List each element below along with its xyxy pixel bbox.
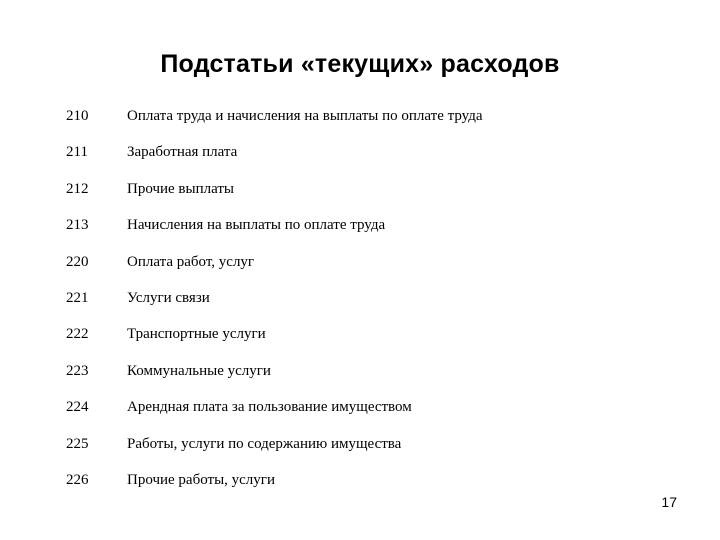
table-row bbox=[66, 108, 666, 144]
table-row bbox=[66, 326, 666, 362]
row-code: 213 bbox=[66, 217, 89, 234]
row-label: Оплата работ, услуг bbox=[127, 253, 255, 270]
row-code: 212 bbox=[66, 180, 89, 197]
table-row bbox=[66, 472, 666, 508]
table-row bbox=[66, 217, 666, 253]
row-label: Арендная плата за пользование имуществом bbox=[127, 399, 412, 416]
row-label: Оплата труда и начисления на выплаты по оплате труда bbox=[127, 108, 483, 124]
page-number: 17 bbox=[661, 494, 677, 510]
table-row bbox=[66, 399, 666, 435]
row-code: 221 bbox=[66, 289, 89, 306]
row-label: Коммунальные услуги bbox=[127, 362, 271, 379]
table-row bbox=[66, 290, 666, 326]
row-label: Транспортные услуги bbox=[127, 326, 266, 343]
expense-subitems-table bbox=[66, 108, 666, 508]
row-code: 220 bbox=[66, 253, 89, 270]
row-label: Заработная плата bbox=[127, 144, 238, 161]
row-code: 226 bbox=[66, 471, 89, 488]
page-title: Подстатьи «текущих» расходов bbox=[160, 50, 560, 78]
table-row bbox=[66, 363, 666, 399]
row-code: 225 bbox=[66, 435, 89, 452]
row-code: 224 bbox=[66, 399, 89, 416]
table-row bbox=[66, 254, 666, 290]
row-label: Прочие работы, услуги bbox=[127, 471, 275, 488]
table-row bbox=[66, 144, 666, 180]
row-code: 223 bbox=[66, 362, 89, 379]
table-row bbox=[66, 436, 666, 472]
row-label: Работы, услуги по содержанию имущества bbox=[127, 435, 402, 452]
row-label: Начисления на выплаты по оплате труда bbox=[127, 217, 386, 234]
row-code: 211 bbox=[66, 144, 88, 161]
row-label: Услуги связи bbox=[127, 289, 210, 306]
row-code: 210 bbox=[66, 108, 89, 124]
row-code: 222 bbox=[66, 326, 89, 343]
row-label: Прочие выплаты bbox=[127, 180, 234, 197]
table-row bbox=[66, 181, 666, 217]
